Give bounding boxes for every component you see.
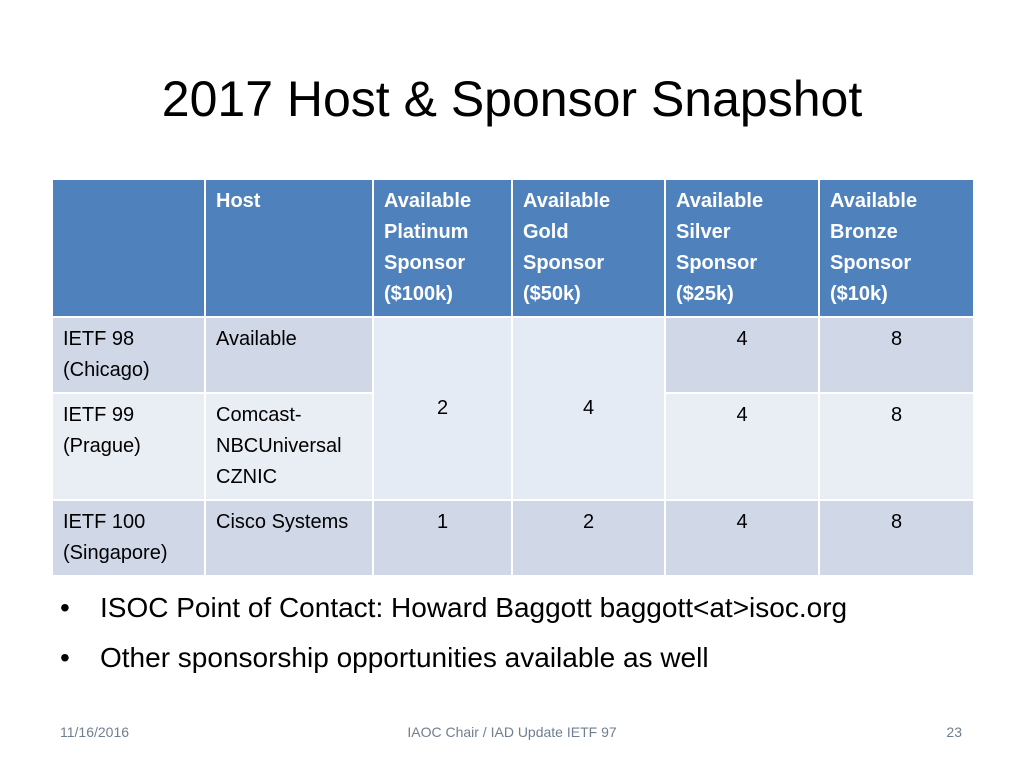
- table-row: [52, 317, 974, 393]
- bronze-cell: 8: [819, 317, 974, 393]
- bullet-list: [60, 586, 847, 686]
- silver-cell: 4: [665, 500, 819, 576]
- page-number: 23: [946, 724, 962, 740]
- table-row: [52, 500, 974, 576]
- bullet-text: Other sponsorship opportunities available as well: [100, 642, 709, 673]
- footer-date: 11/16/2016: [60, 724, 130, 740]
- bullet-text: ISOC Point of Contact: Howard Baggott baggott<at>isoc.org: [100, 592, 848, 623]
- slide-title: 2017 Host & Sponsor Snapshot: [161, 71, 863, 127]
- meeting-cell: IETF 99 (Prague): [52, 393, 205, 500]
- header-platinum: Available Platinum Sponsor ($100k): [373, 179, 512, 317]
- host-cell: Comcast-NBCUniversal CZNIC: [205, 393, 373, 500]
- table-header-row: [52, 179, 974, 317]
- meeting-cell: IETF 100 (Singapore): [52, 500, 205, 576]
- gold-merged-cell: 4: [512, 317, 665, 500]
- sponsor-table: [51, 178, 975, 577]
- bronze-cell: 8: [819, 500, 974, 576]
- bullet-dot-icon: •: [60, 642, 70, 673]
- host-cell: Cisco Systems: [205, 500, 373, 576]
- bullet-item: [60, 636, 847, 680]
- bullet-item: [60, 586, 847, 630]
- header-host: Host: [205, 179, 373, 317]
- platinum-cell: 1: [373, 500, 512, 576]
- gold-cell: 2: [512, 500, 665, 576]
- header-gold: Available Gold Sponsor ($50k): [512, 179, 665, 317]
- header-empty: [52, 179, 205, 317]
- header-bronze: Available Bronze Sponsor ($10k): [819, 179, 974, 317]
- header-silver: Available Silver Sponsor ($25k): [665, 179, 819, 317]
- bullet-dot-icon: •: [60, 592, 70, 623]
- silver-cell: 4: [665, 393, 819, 500]
- host-cell: Available: [205, 317, 373, 393]
- meeting-cell: IETF 98 (Chicago): [52, 317, 205, 393]
- silver-cell: 4: [665, 317, 819, 393]
- platinum-merged-cell: 2: [373, 317, 512, 500]
- bronze-cell: 8: [819, 393, 974, 500]
- footer-title: IAOC Chair / IAD Update IETF 97: [407, 724, 617, 740]
